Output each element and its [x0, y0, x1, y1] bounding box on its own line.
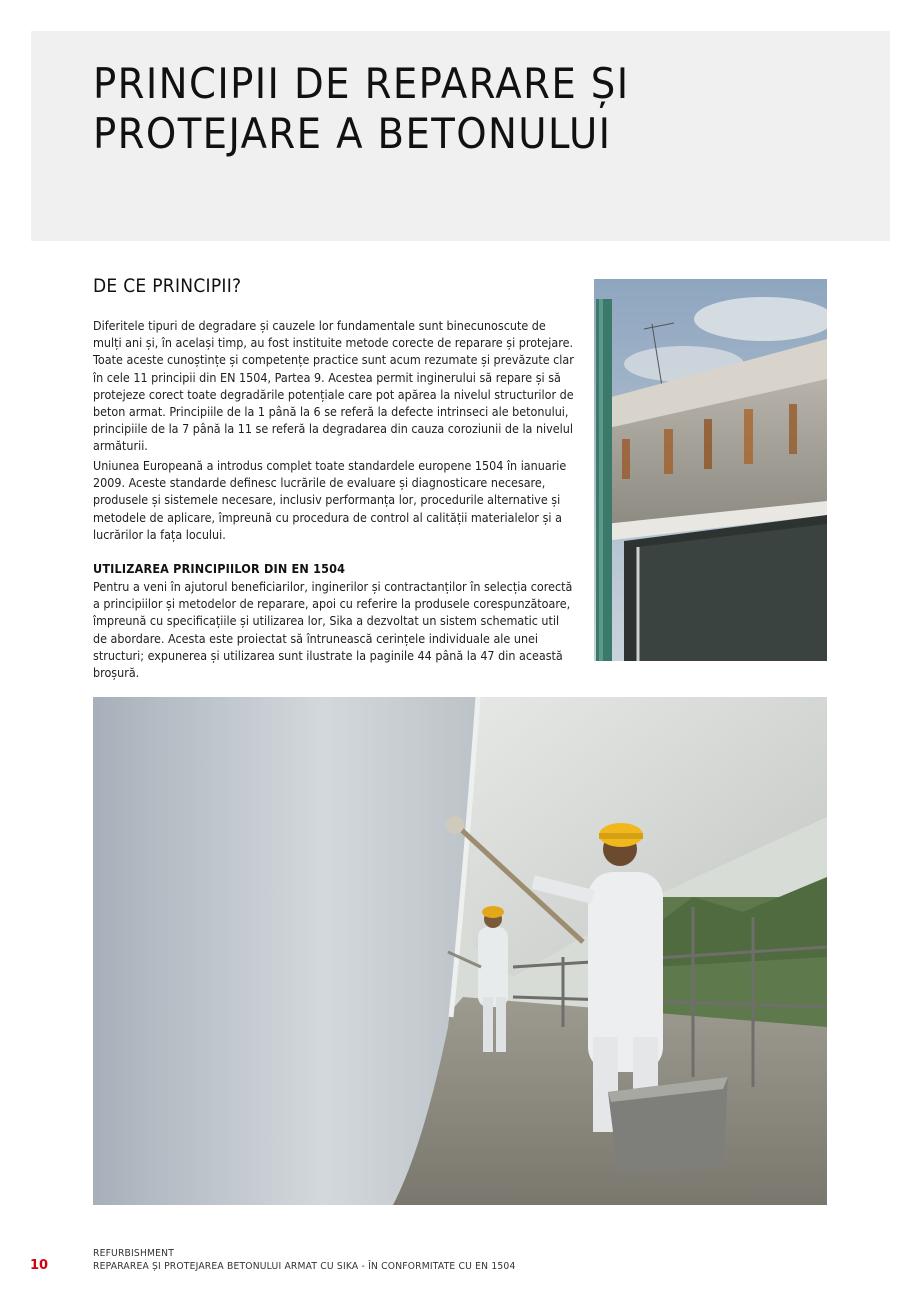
paragraph-eu-standards: Uniunea Europeană a introdus complet toate standardele europene 1504 în ianuarie 2009. Aceste standarde definesc lucrările de evaluare și diagnosticare necesare, produsele și sistemele necesare, inclusiv performanța lor, procedurile alternative și metodele de aplicare, împreună cu procedura de control al calității materialelor și a lucrărilor la fața locului.	[93, 458, 567, 542]
footer-document-title: REPARAREA ȘI PROTEJAREA BETONULUI ARMAT CU SIKA - ÎN CONFORMITATE CU EN 1504	[93, 1261, 516, 1272]
header-band	[31, 31, 890, 241]
page-title-line2: PROTEJARE A BETONULUI	[93, 109, 612, 158]
page-title-line1: PRINCIPII DE REPARARE ȘI	[93, 59, 630, 108]
subheading-principles-usage: UTILIZAREA PRINCIPIILOR DIN EN 1504	[93, 561, 346, 576]
page-title	[93, 59, 629, 159]
section-heading: DE CE PRINCIPII?	[93, 275, 242, 297]
footer-section-label: REFURBISHMENT	[93, 1248, 175, 1259]
paragraph-principles-usage: Pentru a veni în ajutorul beneficiarilor, inginerilor și contractanților în selecția corectă a principiilor și metodelor de reparare, apoi cu referire la produsele corespunzătoare, împreună cu specificațiile și utilizarea lor, Sika a dezvoltat un sistem schematic util de abordare. Acesta este proiectat să întrunească cerințele individuale ale unei structuri; expunerea și utilizarea sunt ilustrate la paginile 44 până la 47 din această broșură.	[93, 579, 573, 681]
photo-damaged-concrete-beam	[594, 279, 827, 661]
paragraph-intro: Diferitele tipuri de degradare și cauzele lor fundamentale sunt binecunoscute de mulți ani și, în același timp, au fost instituite metode corecte de reparare și protejare. Toate aceste cunoștințe și competențe practice sunt acum rezumate și prevăzute clar în cele 11 principii din EN 1504, Partea 9. Acestea permit inginerului să repare și să protejeze corect toate degradările potențiale care pot apărea la nivelul structurilor de beton armat. Principiile de la 1 până la 6 se referă la defecte intrinseci ale betonului, principiile de la 7 până la 11 se referă la degradarea din cauza coroziunii de la nivelul armăturii.	[93, 318, 574, 454]
photo-workers-applying-coating	[93, 697, 827, 1205]
page-number: 10	[30, 1258, 49, 1273]
